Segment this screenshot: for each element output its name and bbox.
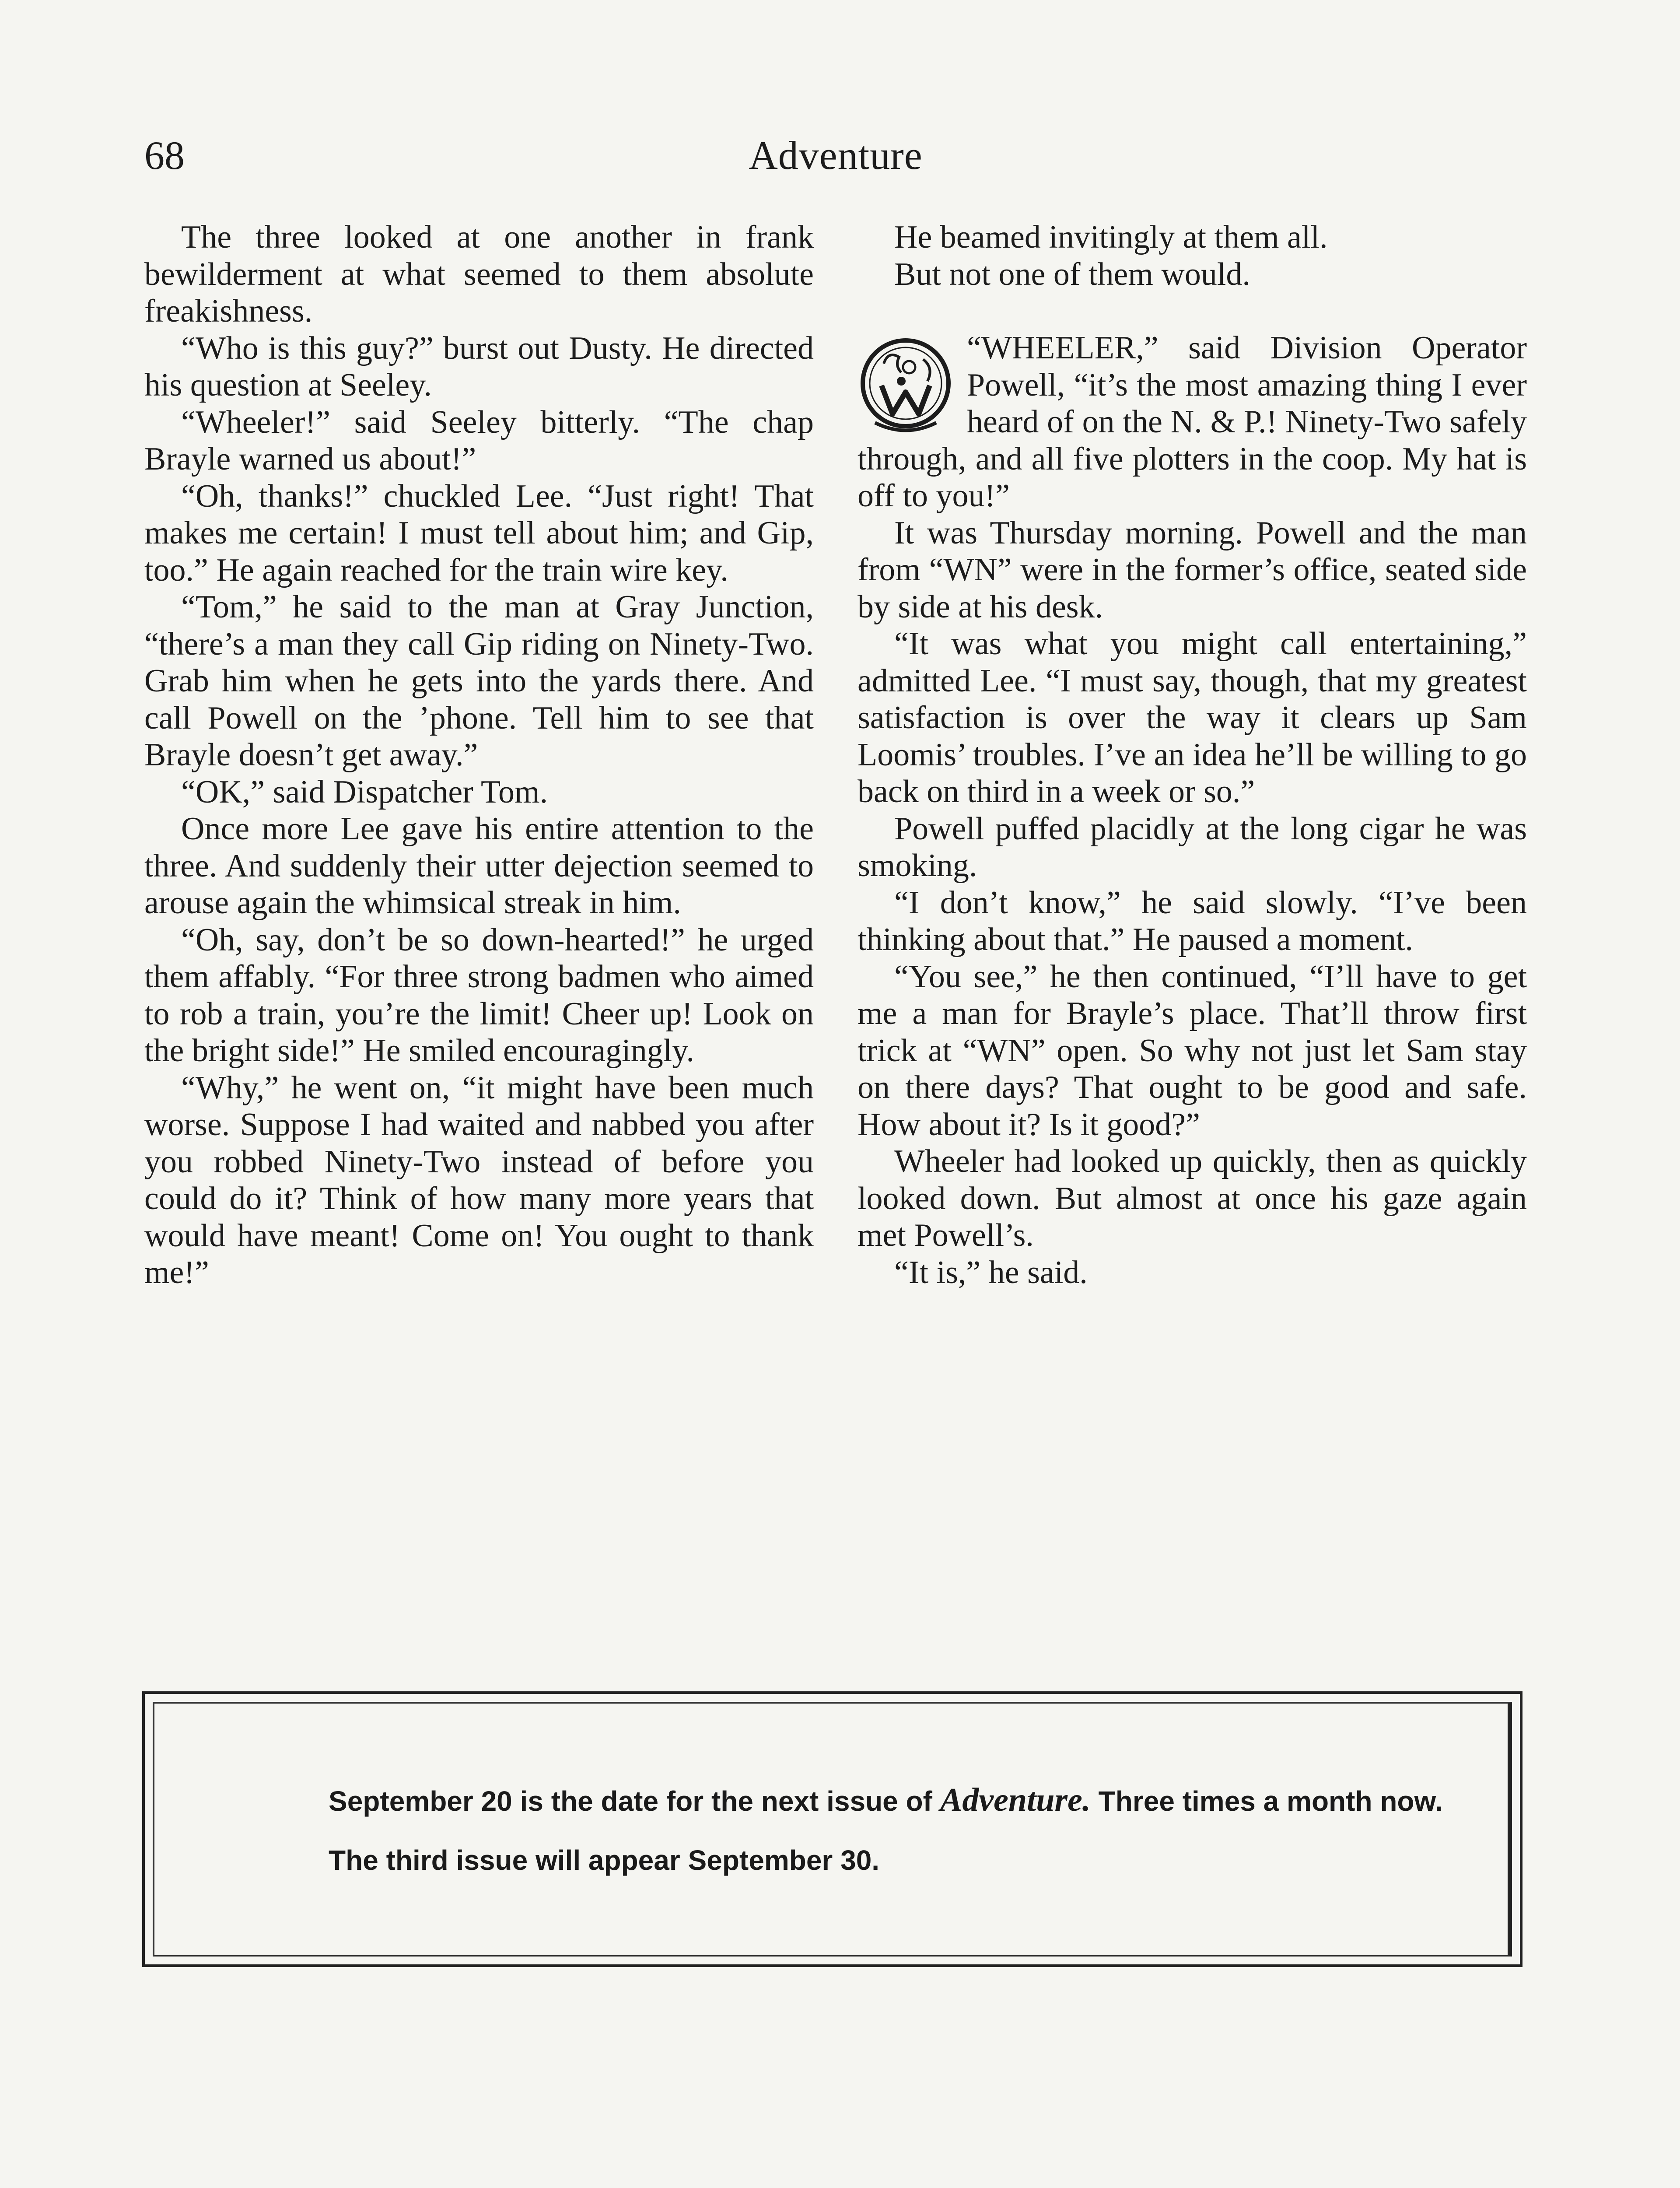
paragraph: “Wheeler!” said Seeley bitterly. “The chap Brayle warned us about!” [144, 404, 814, 477]
right-column [858, 219, 1527, 1291]
left-column [144, 219, 814, 1291]
paragraph: “Who is this guy?” burst out Dusty. He directed his question at Seeley. [144, 330, 814, 403]
dropcap-text: “WHEELER,” said Division Operator Powell, “it’s the most amazing thing I ever heard of on the N. & P.! Ninety-Two safely through, and all five plotters in the coop. My hat is off to you!” [858, 330, 1527, 514]
paragraph: “Why,” he went on, “it might have been much worse. Suppose I had waited and nabbed you after you robbed Ninety-Two instead of before you could do it? Think of how many more years that would have meant! Come on! You ought to thank me!” [144, 1069, 814, 1290]
paragraph: But not one of them would. [894, 256, 1250, 292]
notice-text-part1: September 20 is the date for the next issue of [329, 1785, 940, 1817]
section-break [858, 293, 1527, 330]
paragraph: He beamed invitingly at them all. [894, 219, 1328, 255]
page-header [144, 125, 1527, 186]
ornamental-initial-w-icon [858, 333, 954, 434]
running-title: Adventure [749, 133, 923, 178]
paragraph: Once more Lee gave his entire attention to the three. And suddenly their utter dejection seemed to arouse again the whimsical streak in him. [144, 811, 814, 921]
paragraph: “Tom,” he said to the man at Gray Junction, “there’s a man they call Gip riding on Ninety-Two. Grab him when he gets into the yards there. And call Powell on the ’phone. Tell him to see that Brayle doesn’t get away.” [144, 589, 814, 773]
next-issue-notice [329, 1771, 1466, 1890]
paragraph: “I don’t know,” he said slowly. “I’ve been thinking about that.” He paused a moment. [858, 884, 1527, 957]
page-number: 68 [144, 133, 185, 178]
paragraph: The three looked at one another in frank bewilderment at what seemed to them absolute freakishness. [144, 219, 814, 329]
paragraph: Powell puffed placidly at the long cigar he was smoking. [858, 810, 1527, 884]
paragraph: “OK,” said Dispatcher Tom. [181, 774, 548, 810]
paragraph: “It is,” he said. [894, 1254, 1088, 1290]
dropcap-paragraph [858, 330, 1527, 515]
paragraph: Wheeler had looked up quickly, then as quickly looked down. But almost at once his gaze again met Powell’s. [858, 1143, 1527, 1253]
notice-text-part2: Three times a month now. The third issue will appear September 30. [329, 1785, 1443, 1876]
paragraph: “You see,” he then continued, “I’ll have to get me a man for Brayle’s place. That’ll throw first trick at “WN” open. So why not just let Sam stay on there days? That ought to be good and safe. How about it? Is it good?” [858, 958, 1527, 1143]
notice-magazine-title: Adventure. [940, 1781, 1091, 1818]
paragraph: “Oh, say, don’t be so down-hearted!” he urged them affably. “For three strong badmen who aimed to rob a train, you’re the limit! Cheer up! Look on the bright side!” He smiled encouragingly. [144, 922, 814, 1069]
paragraph: “It was what you might call entertaining,” admitted Lee. “I must say, though, that my greatest satisfaction is over the way it clears up Sam Loomis’ troubles. I’ve an idea he’ll be willing to go back on third in a week or so.” [858, 626, 1527, 810]
notice-box [142, 1691, 1522, 1967]
paragraph: “Oh, thanks!” chuckled Lee. “Just right! That makes me certain! I must tell about him; and Gip, too.” He again reached for the train wire key. [144, 478, 814, 588]
paragraph: It was Thursday morning. Powell and the man from “WN” were in the former’s office, seated side by side at his desk. [858, 515, 1527, 625]
